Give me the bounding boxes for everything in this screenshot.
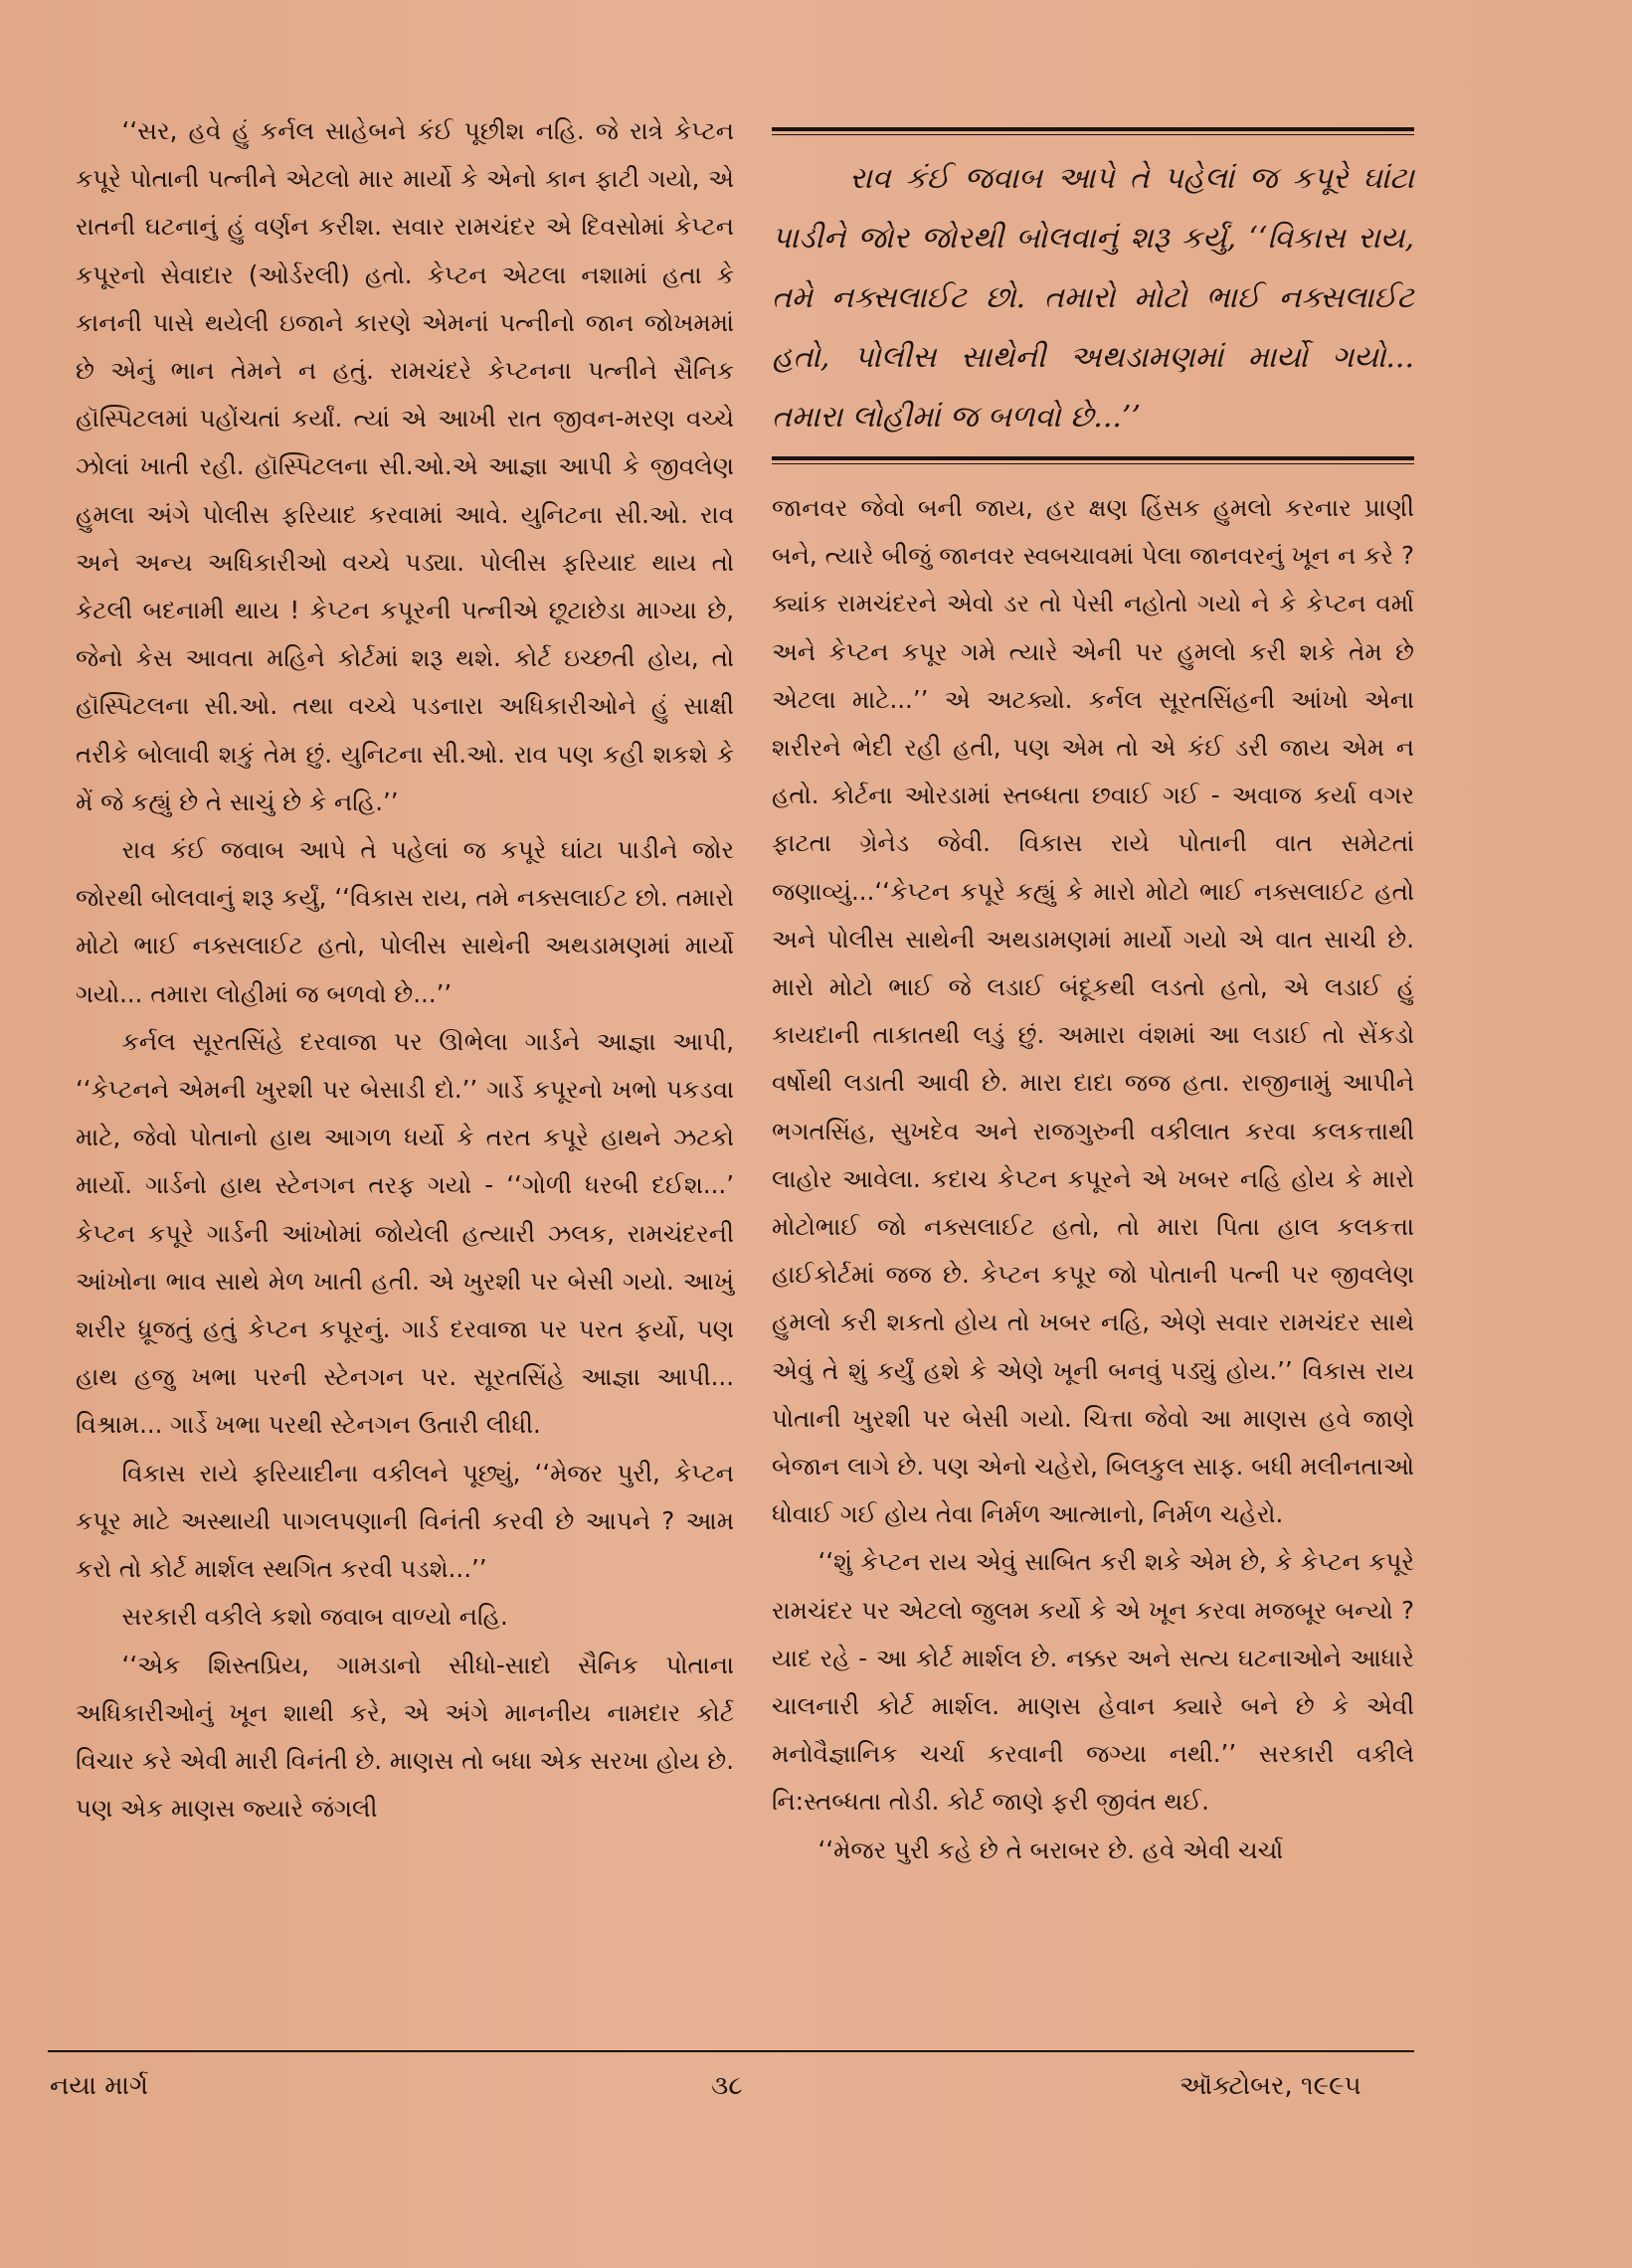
paragraph: વિકાસ રાયે ફરિયાદીના વકીલને પૂછ્યું, ‘‘મેજર પુરી, કેપ્ટન કપૂર માટે અસ્થાયી પાગલપણાની વિનંતી કરવી છે આપને ? આમ કરો તો કોર્ટ માર્શલ સ્થગિત કરવી પડશે...’’	[76, 1458, 734, 1584]
pull-quote-bottom-rule	[772, 456, 1414, 460]
paragraph: ‘‘શું કેપ્ટન રાય એવું સાબિત કરી શકે એમ છે, કે કેપ્ટન કપૂરે રામચંદર પર એટલો જુલમ કર્યો કે એ ખૂન કરવા મજબૂર બન્યો ? યાદ રહે - આ કોર્ટ માર્શલ છે. નક્કર અને સત્ય ઘટનાઓને આધારે ચાલનારી કોર્ટ માર્શલ. માણસ હેવાન ક્યારે બને છે કે એવી મનોવૈજ્ઞાનિક ચર્ચા કરવાની જગ્યા નથી.’’ સરકારી વકીલે નિ:સ્તબ્ધતા તોડી. કોર્ટ જાણે ફરી જીવંત થઈ.	[772, 1547, 1414, 1817]
footer-date: ઑક્ટોબર, ૧૯૯૫	[1179, 2071, 1361, 2101]
paragraph: ‘‘મેજર પુરી કહે છે તે બરાબર છે. હવે એવી ચર્ચા	[817, 1834, 1284, 1864]
paragraph: જાનવર જેવો બની જાય, હર ક્ષણ હિંસક હુમલો કરનાર પ્રાણી બને, ત્યારે બીજું જાનવર સ્વબચાવમાં પેલા જાનવરનું ખૂન ન કરે ? ક્યાંક રામચંદરને એવો ડર તો પેસી નહોતો ગયો ને કે કેપ્ટન વર્મા અને કેપ્ટન કપૂર ગમે ત્યારે એની પર હુમલો કરી શકે તેમ છે એટલા માટે...’’ એ અટક્યો. કર્નલ સૂરતસિંહની આંખો એના શરીરને ભેદી રહી હતી, પણ એમ તો એ કંઈ ડરી જાય એમ ન હતો. કોર્ટના ઓરડામાં સ્તબ્ધતા છવાઈ ગઈ - અવાજ કર્યા વગર ફાટતા ગ્રેનેડ જેવી. વિકાસ રાયે પોતાની વાત સમેટતાં જણાવ્યું...‘‘કેપ્ટન કપૂરે કહ્યું કે મારો મોટો ભાઈ નક્સલાઈટ હતો અને પોલીસ સાથેની અથડામણમાં માર્યો ગયો એ વાત સાચી છે. મારો મોટો ભાઈ જે લડાઈ બંદૂકથી લડતો હતો, એ લડાઈ હું કાયદાની તાકાતથી લડું છું. અમારા વંશમાં આ લડાઈ તો સેંકડો વર્ષોથી લડાતી આવી છે. મારા દાદા જજ હતા. રાજીનામું આપીને ભગતસિંહ, સુખદેવ અને રાજગુરુની વકીલાત કરવા કલકત્તાથી લાહોર આવેલા. કદાચ કેપ્ટન કપૂરને એ ખબર નહિ હોય કે મારો મોટોભાઈ જો નક્સલાઈટ હતો, તો મારા પિતા હાલ કલકત્તા હાઈકોર્ટમાં જજ છે. કેપ્ટન કપૂર જો પોતાની પત્ની પર જીવલેણ હુમલો કરી શકતો હોય તો ખબર નહિ, એણે સવાર રામચંદર સાથે એવું તે શું કર્યું હશે કે એણે ખૂની બનવું પડ્યું હોય.’’ વિકાસ રાય પોતાની ખુરશી પર બેસી ગયો. ચિત્તા જેવો આ માણસ હવે જાણે બેજાન લાગે છે. પણ એનો ચહેરો, બિલકુલ સાફ. બધી મલીનતાઓ ધોવાઈ ગઈ હોય તેવા નિર્મળ આત્માનો, નિર્મળ ચહેરો.	[772, 493, 1414, 1529]
pull-quote-text-block	[772, 149, 1414, 447]
pull-quote-top-rule	[772, 127, 1414, 131]
left-column	[76, 107, 734, 1832]
paragraph: રાવ કંઈ જવાબ આપે તે પહેલાં જ કપૂરે ઘાંટા પાડીને જોર જોરથી બોલવાનું શરૂ કર્યું, ‘‘વિકાસ રાય, તમે નક્સલાઈટ છો. તમારો મોટો ભાઈ નક્સલાઈટ હતો, પોલીસ સાથેની અથડામણમાં માર્યો ગયો... તમારા લોહીમાં જ બળવો છે...’’	[76, 835, 734, 1008]
footer-magazine-name: નયા માર્ગ	[50, 2071, 149, 2101]
paragraph: ‘‘એક શિસ્તપ્રિય, ગામડાનો સીધો-સાદો સૈનિક પોતાના અધિકારીઓનું ખૂન શાથી કરે, એ અંગે માનનીય નામદાર કોર્ટ વિચાર કરે એવી મારી વિનંતી છે. માણસ તો બધા એક સરખા હોય છે. પણ એક માણસ જ્યારે જંગલી	[76, 1650, 734, 1824]
pull-quote-text: રાવ કંઈ જવાબ આપે તે પહેલાં જ કપૂરે ઘાંટા પાડીને જોર જોરથી બોલવાનું શરૂ કર્યું, ‘‘વિકાસ રાય, તમે નક્સલાઈટ છો. તમારો મોટો ભાઈ નક્સલાઈટ હતો, પોલીસ સાથેની અથડામણમાં માર્યો ગયો... તમારા લોહીમાં જ બળવો છે...’’	[772, 161, 1414, 435]
pull-quote	[772, 127, 1414, 481]
right-column	[772, 484, 1414, 1874]
paragraph: કર્નલ સૂરતસિંહે દરવાજા પર ઊભેલા ગાર્ડને આજ્ઞા આપી, ‘‘કેપ્ટનને એમની ખુરશી પર બેસાડી દો.’’ ગાર્ડે કપૂરનો ખભો પકડવા માટે, જેવો પોતાનો હાથ આગળ ધર્યો કે તરત કપૂરે હાથને ઝટકો માર્યો. ગાર્ડનો હાથ સ્ટેનગન તરફ ગયો - ‘‘ગોળી ધરબી દઈશ...’ કેપ્ટન કપૂરે ગાર્ડની આંખોમાં જોયેલી હત્યારી ઝલક, રામચંદરની આંખોના ભાવ સાથે મેળ ખાતી હતી. એ ખુરશી પર બેસી ગયો. આખું શરીર ધ્રૂજતું હતું કેપ્ટન કપૂરનું. ગાર્ડ દરવાજા પર પરત ફર્યો, પણ હાથ હજુ ખભા પરની સ્ટેનગન પર. સૂરતસિંહે આજ્ઞા આપી... વિશ્રામ... ગાર્ડે ખભા પરથી સ્ટેનગન ઉતારી લીધી.	[76, 1026, 734, 1440]
paragraph: ‘‘સર, હવે હું કર્નલ સાહેબને કંઈ પૂછીશ નહિ. જે રાત્રે કેપ્ટન કપૂરે પોતાની પત્નીને એટલો માર માર્યો કે એનો કાન ફાટી ગયો, એ રાતની ઘટનાનું હું વર્ણન કરીશ. સવાર રામચંદર એ દિવસોમાં કેપ્ટન કપૂરનો સેવાદાર (ઓર્ડરલી) હતો. કેપ્ટન એટલા નશામાં હતા કે કાનની પાસે થયેલી ઇજાને કારણે એમનાં પત્નીનો જાન જોખમમાં છે એનું ભાન તેમને ન હતું. રામચંદરે કેપ્ટનના પત્નીને સૈનિક હૉસ્પિટલમાં પહોંચતાં કર્યાં. ત્યાં એ આખી રાત જીવન-મરણ વચ્ચે ઝોલાં ખાતી રહી. હૉસ્પિટલના સી.ઓ.એ આજ્ઞા આપી કે જીવલેણ હુમલા અંગે પોલીસ ફરિયાદ કરવામાં આવે. યુનિટના સી.ઓ. રાવ અને અન્ય અધિકારીઓ વચ્ચે પડ્યા. પોલીસ ફરિયાદ થાય તો કેટલી બદનામી થાય ! કેપ્ટન કપૂરની પત્નીએ છૂટાછેડા માગ્યા છે, જેનો કેસ આવતા મહિને કોર્ટમાં શરૂ થશે. કોર્ટ ઇચ્છતી હોય, તો હૉસ્પિટલના સી.ઓ. તથા વચ્ચે પડનારા અધિકારીઓને હું સાક્ષી તરીકે બોલાવી શકું તેમ છું. યુનિટના સી.ઓ. રાવ પણ કહી શકશે કે મેં જે કહ્યું છે તે સાચું છે કે નહિ.’’	[76, 116, 734, 816]
footer-rule	[48, 2050, 1414, 2052]
paragraph: સરકારી વકીલે કશો જવાબ વાળ્યો નહિ.	[121, 1602, 508, 1632]
footer-page-number: ૩૮	[711, 2071, 743, 2101]
